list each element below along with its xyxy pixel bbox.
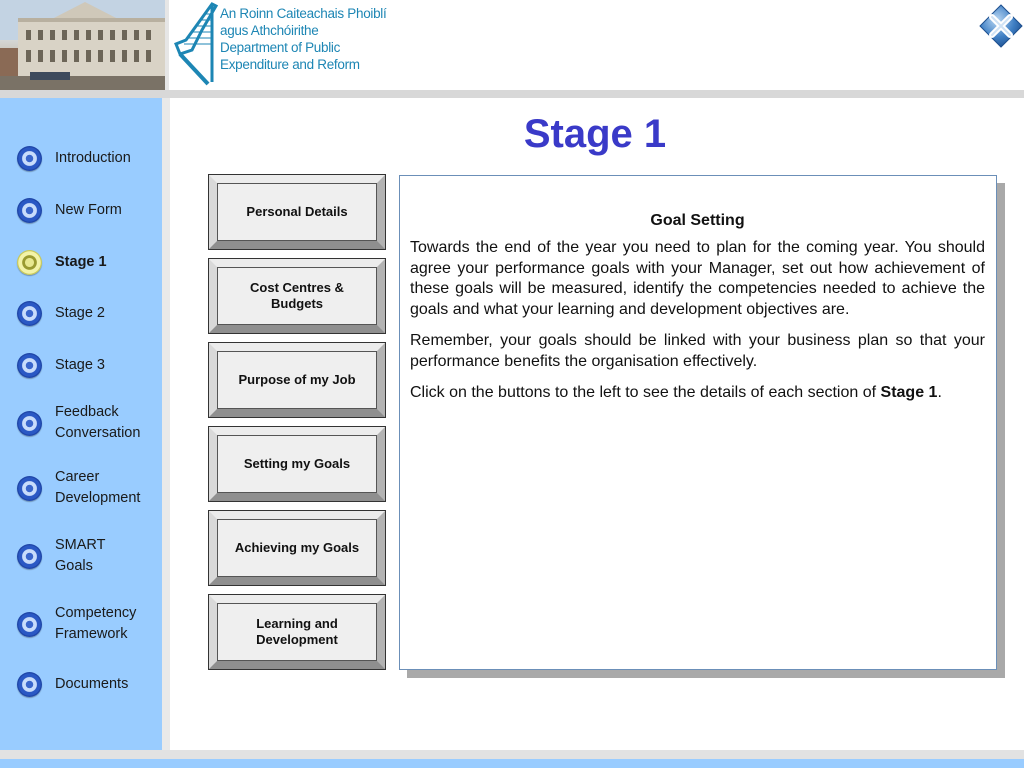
sidebar-item-label: Stage 2 [55, 304, 105, 321]
learning-and-development-button[interactable] [208, 594, 386, 670]
sidebar-item-feedback-conversation[interactable] [0, 402, 162, 444]
logo-line: Department of Public [220, 40, 341, 55]
government-building-photo [0, 0, 165, 92]
sidebar-item-documents[interactable] [0, 672, 162, 696]
sidebar-item-introduction[interactable] [0, 146, 162, 170]
nav-bullet-icon [17, 146, 42, 171]
sidebar-gutter [162, 98, 170, 752]
instructions-suffix: . [937, 384, 942, 401]
page-title: Stage 1 [523, 112, 667, 156]
instructions-text: Click on the buttons to the left to see the details of each section of [410, 384, 877, 401]
button-label: Learning and Development [218, 604, 376, 660]
button-label: Purpose of my Job [218, 352, 376, 408]
button-label: Personal Details [218, 184, 376, 240]
nav-bullet-icon [17, 544, 42, 569]
setting-my-goals-button[interactable] [208, 426, 386, 502]
sidebar-item-new-form[interactable] [0, 198, 162, 222]
nav-bullet-active-icon [17, 250, 42, 275]
logo-line: An Roinn Caiteachais Phoiblí [220, 6, 387, 21]
sidebar-item-smart-goals[interactable] [0, 535, 162, 577]
logo-line: Expenditure and Reform [220, 57, 360, 72]
button-label: Cost Centres & Budgets [218, 268, 376, 324]
nav-bullet-icon [17, 672, 42, 697]
achieving-my-goals-button[interactable] [208, 510, 386, 586]
panel-paragraph: Towards the end of the year you need to plan for the coming year. You should agree your performance goals with your Manager, set out how achievement of these goals will be measured, identify the competencies needed to achieve the goals and what your learning and development objectives are. [410, 239, 985, 318]
footer-bar-grey [0, 750, 1024, 759]
header-separator-bar [0, 90, 1024, 98]
logo-text [220, 5, 386, 73]
nav-bullet-icon [17, 301, 42, 326]
department-logo [172, 0, 402, 90]
logo-line: agus Athchóirithe [220, 23, 319, 38]
instructions-stage-link-text: Stage 1 [880, 384, 938, 401]
purpose-of-my-job-button[interactable] [208, 342, 386, 418]
sidebar-item-label: Introduction [55, 149, 131, 166]
sidebar-item-label: Competency Framework [55, 605, 137, 642]
nav-bullet-icon [17, 353, 42, 378]
nav-bullet-icon [17, 612, 42, 637]
harp-icon [172, 0, 220, 90]
button-label: Setting my Goals [218, 436, 376, 492]
panel-paragraph-instructions [410, 383, 985, 404]
nav-bullet-icon [17, 198, 42, 223]
cost-centres-budgets-button[interactable] [208, 258, 386, 334]
header-divider [165, 0, 169, 92]
sidebar-item-label: Feedback Conversation [55, 404, 141, 441]
sidebar-item-label: Stage 1 [55, 253, 107, 270]
close-x-icon [979, 4, 1023, 48]
sidebar-item-stage-3[interactable] [0, 353, 162, 377]
sidebar-item-label: Career Development [55, 469, 141, 506]
sidebar-item-career-development[interactable] [0, 467, 162, 509]
sidebar-item-stage-1[interactable] [0, 250, 162, 274]
nav-bullet-icon [17, 476, 42, 501]
button-label: Achieving my Goals [218, 520, 376, 576]
sidebar-item-label: New Form [55, 201, 122, 218]
nav-bullet-icon [17, 411, 42, 436]
sidebar-item-label: Stage 3 [55, 356, 105, 373]
sidebar-item-stage-2[interactable] [0, 301, 162, 325]
close-button[interactable] [979, 4, 1023, 48]
personal-details-button[interactable] [208, 174, 386, 250]
goal-setting-panel [399, 175, 997, 670]
footer-bar-blue [0, 759, 1024, 768]
panel-heading: Goal Setting [650, 212, 745, 229]
sidebar-item-competency-framework[interactable] [0, 603, 162, 645]
sidebar-item-label: Documents [55, 675, 129, 692]
panel-paragraph: Remember, your goals should be linked with your business plan so that your performance benefits the organisation effectively. [410, 332, 985, 370]
sidebar-item-label: SMART Goals [55, 537, 106, 574]
